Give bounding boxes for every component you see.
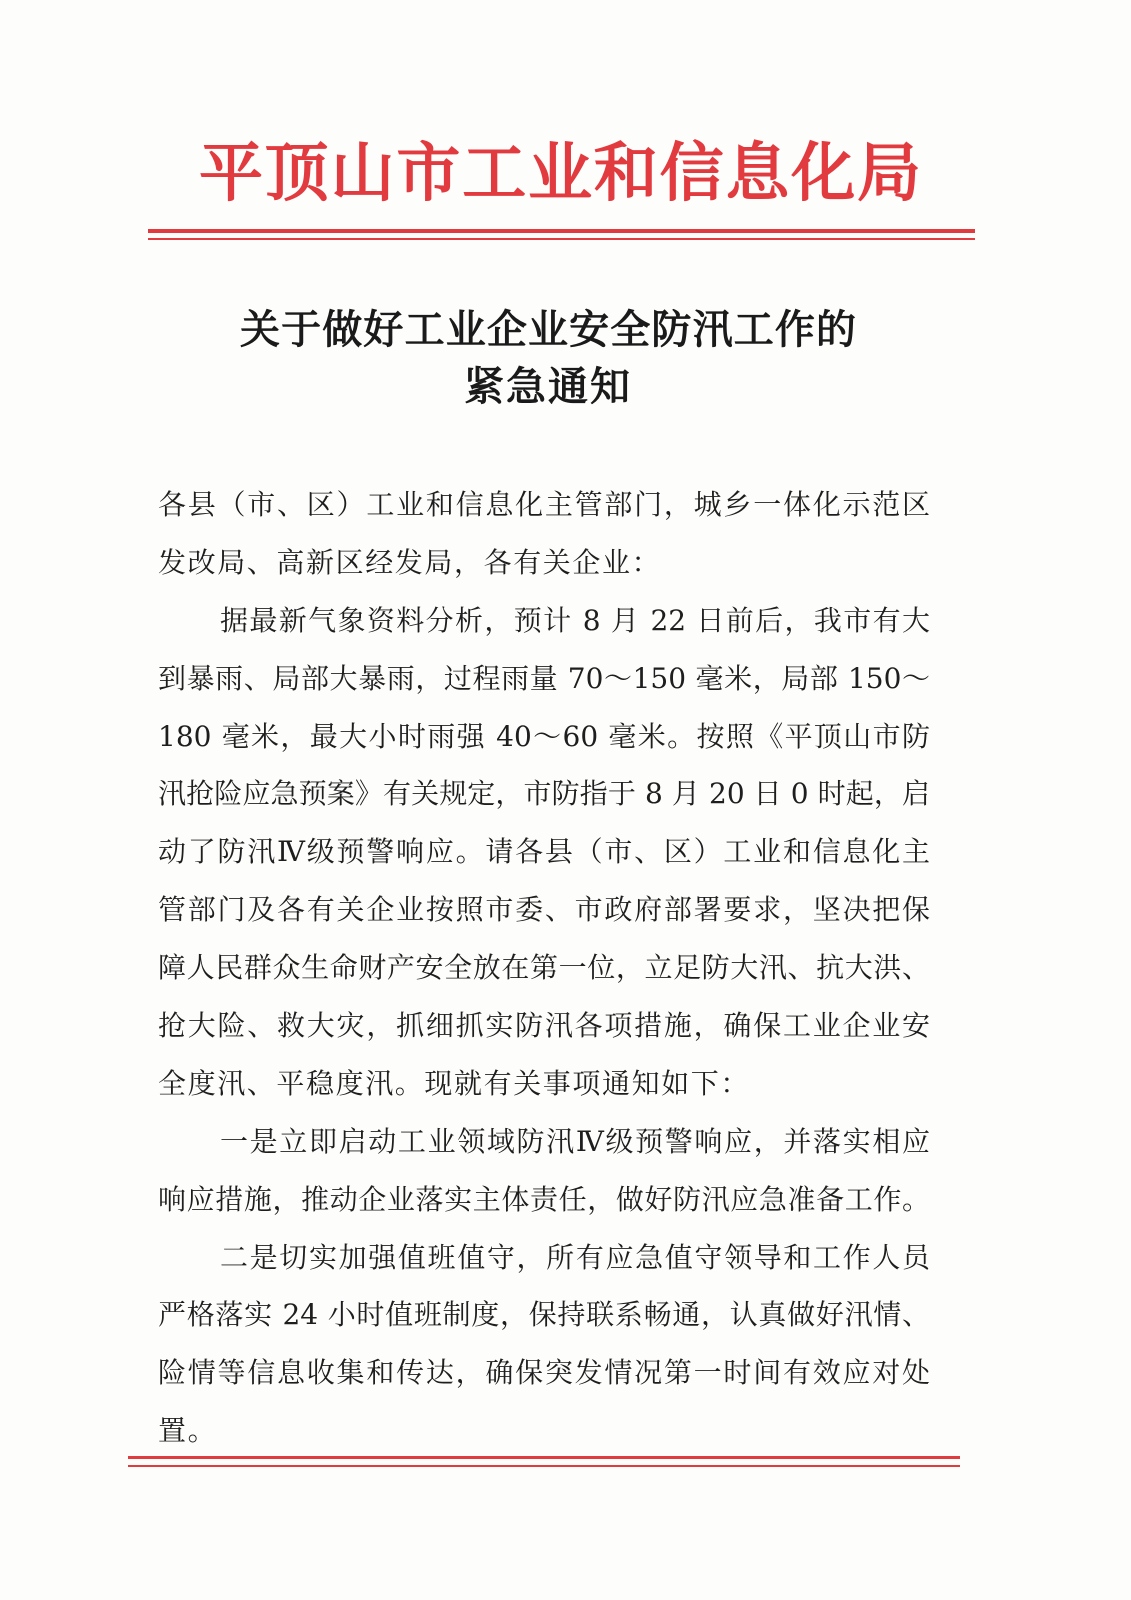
document-body <box>158 476 930 1460</box>
body-line: 障人民群众生命财产安全放在第一位，立足防大汛、抗大洪、 <box>158 951 930 985</box>
salutation-line: 各县（市、区）工业和信息化主管部门，城乡一体化示范区 <box>158 488 930 521</box>
footer-red-rule-lower <box>128 1465 960 1467</box>
header-red-rule-thick <box>148 229 975 233</box>
body-line: 二是切实加强值班值守，所有应急值守领导和工作人员 <box>220 1240 930 1274</box>
body-line: 全度汛、平稳度汛。现就有关事项通知如下： <box>158 1066 751 1100</box>
body-line: 到暴雨、局部大暴雨，过程雨量 70～150 毫米，局部 150～ <box>158 661 930 695</box>
body-line: 险情等信息收集和传达，确保突发情况第一时间有效应对处 <box>158 1356 930 1390</box>
body-line: 汛抢险应急预案》有关规定，市防指于 8 月 20 日 0 时起，启 <box>158 777 930 811</box>
salutation-line: 发改局、高新区经发局，各有关企业： <box>158 545 662 579</box>
document-title <box>240 304 856 418</box>
footer-red-rule-upper <box>128 1456 960 1459</box>
body-line: 响应措施，推动企业落实主体责任，做好防汛应急准备工作。 <box>158 1182 930 1216</box>
body-line: 180 毫米，最大小时雨强 40～60 毫米。按照《平顶山市防 <box>158 719 930 753</box>
body-line: 置。 <box>158 1414 218 1448</box>
body-line: 管部门及各有关企业按照市委、市政府部署要求，坚决把保 <box>158 893 930 927</box>
body-line: 严格落实 24 小时值班制度，保持联系畅通，认真做好汛情、 <box>158 1298 930 1332</box>
title-line-1: 关于做好工业企业安全防汛工作的 <box>240 306 856 353</box>
header-red-rule-thin <box>148 238 975 240</box>
issuing-authority-name: 平顶山市工业和信息化局 <box>199 136 921 211</box>
body-line: 动了防汛Ⅳ级预警响应。请各县（市、区）工业和信息化主 <box>158 835 930 869</box>
body-line: 一是立即启动工业领域防汛Ⅳ级预警响应，并落实相应 <box>220 1124 930 1158</box>
body-line: 抢大险、救大灾，抓细抓实防汛各项措施，确保工业企业安 <box>158 1009 930 1043</box>
title-line-2: 紧急通知 <box>464 363 632 410</box>
body-line: 据最新气象资料分析，预计 8 月 22 日前后，我市有大 <box>220 603 930 637</box>
